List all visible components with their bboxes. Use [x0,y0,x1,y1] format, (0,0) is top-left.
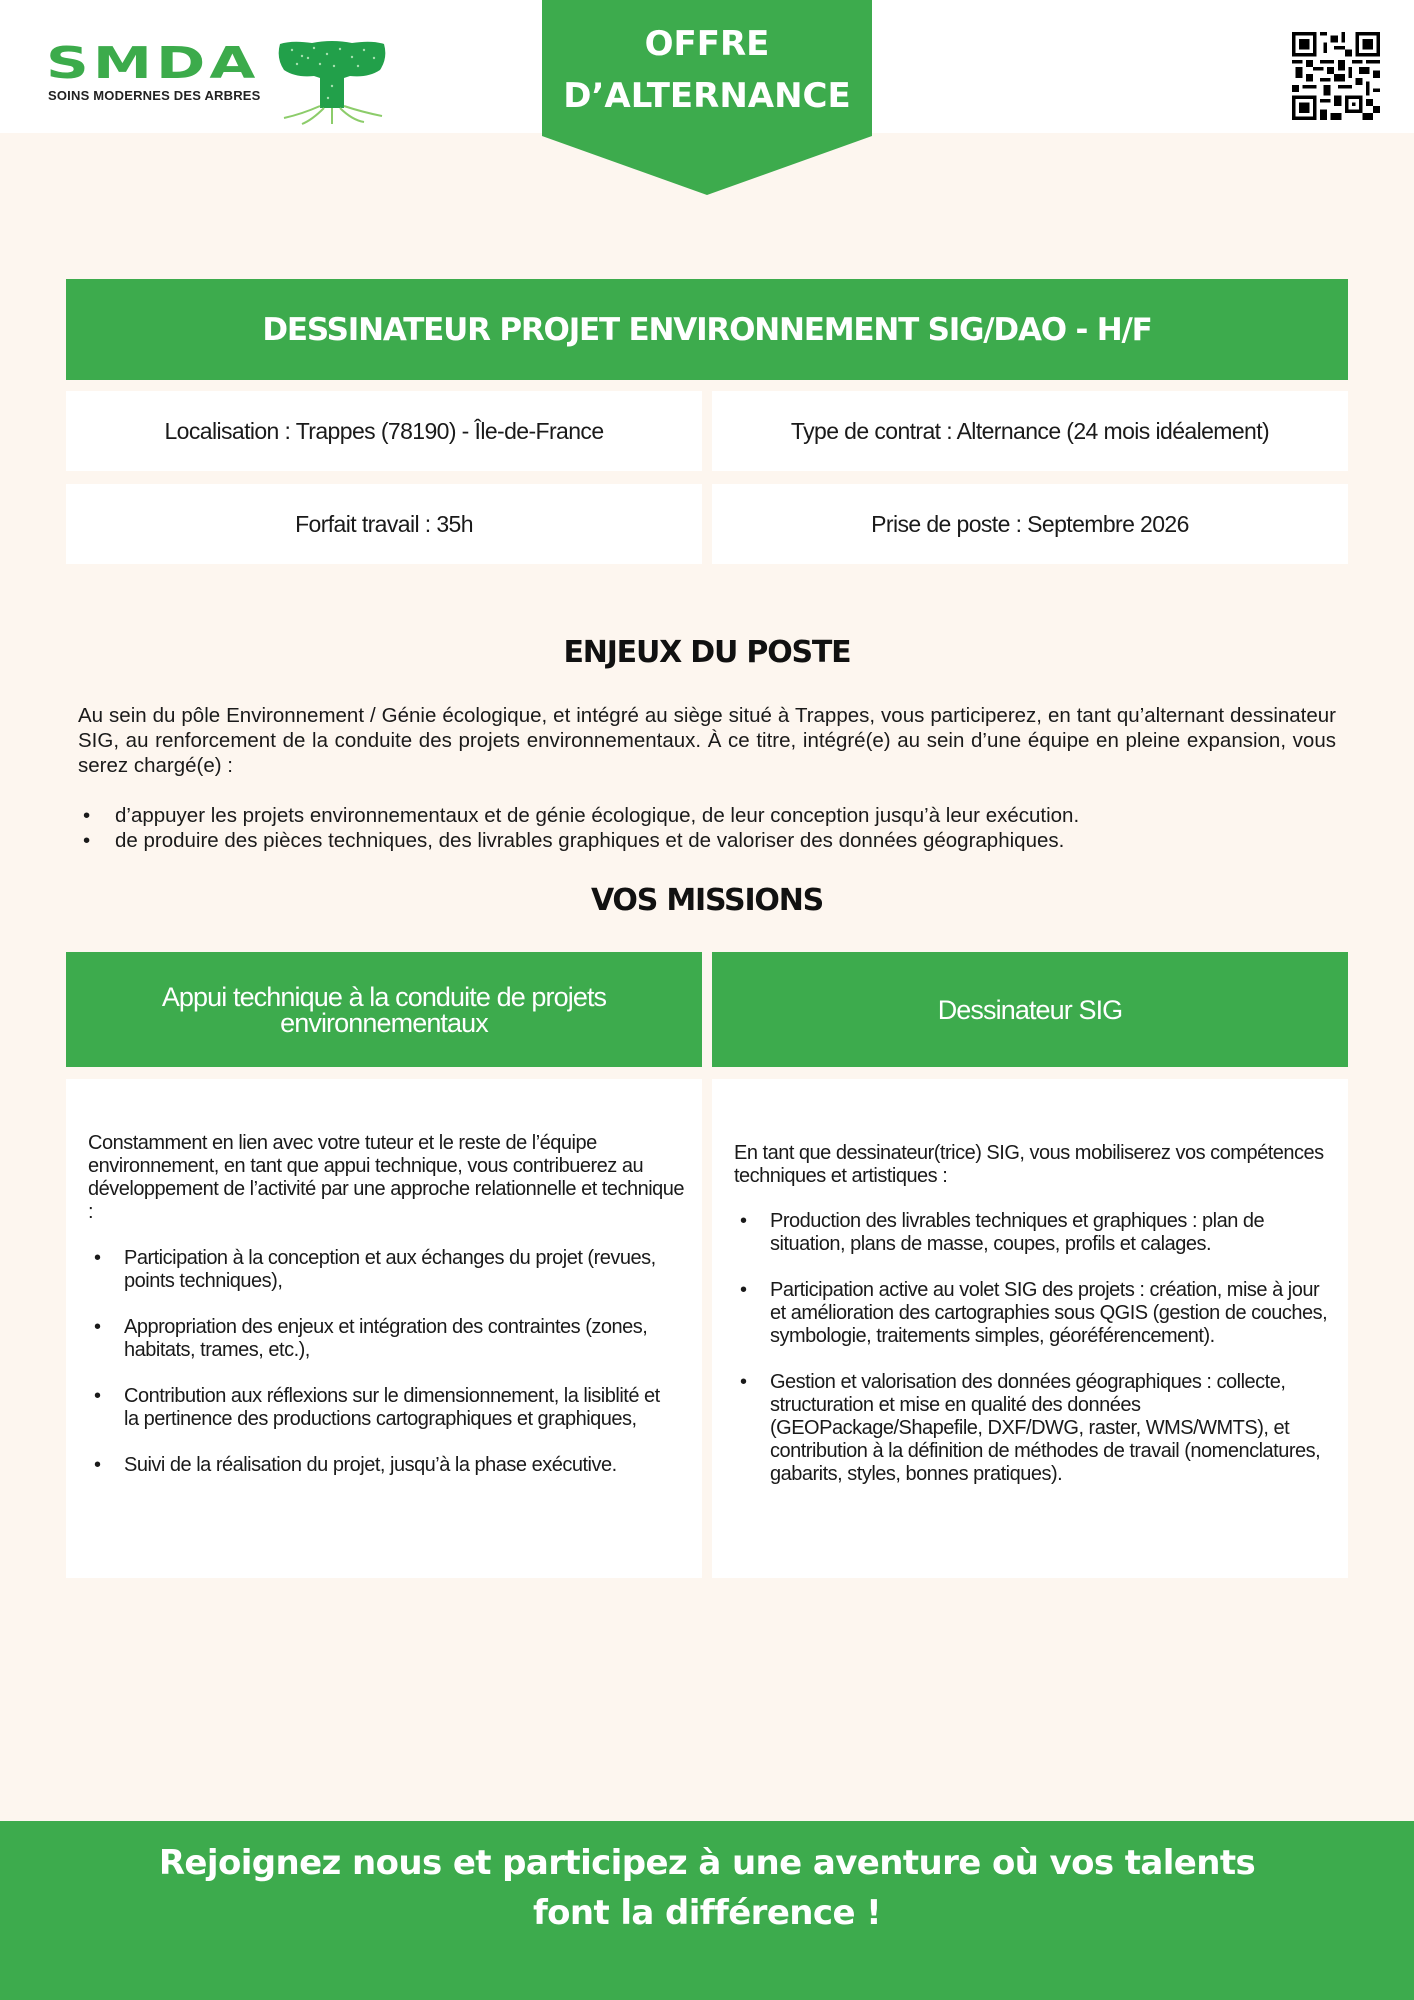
company-logo[interactable] [46,38,386,128]
enjeux-intro: Au sein du pôle Environnement / Génie écologique, et intégré au siège situé à Trappes, vous participerez, en tant qu’alternant dessinateur SIG, au renforcement de la conduite des projets environnementaux. À ce titre, intégré(e) au sein d’une équipe en pleine expansion, vous serez chargé(e) : [78,704,1336,777]
list-item: • d’appuyer les projets environnementaux et de génie écologique, de leur conception jusqu’à leur exécution. [83,804,1080,827]
footer-slogan [0,1838,1414,1938]
qr-code-icon [1292,32,1380,120]
footer-line-2: font la différence ! [532,1893,882,1933]
list-item: • Production des livrables techniques et graphiques : plan de situation, plans de masse, coupes, profils et calages. [740,1210,1265,1255]
job-title: DESSINATEUR PROJET ENVIRONNEMENT SIG/DAO - H/F [66,279,1348,380]
qr-code[interactable] [1292,32,1380,120]
info-card-hours [66,484,702,564]
bullet-icon: • [94,1454,101,1476]
banner-line-2: D’ALTERNANCE [563,76,851,116]
enjeux-list [78,803,1336,853]
mission-title-project-support: Appui technique à la conduite de projets environnementaux [66,952,702,1067]
contract-text: Type de contrat : Alternance (24 mois idéalement) [790,417,1270,444]
info-card-start [712,484,1348,564]
banner-title [542,18,872,122]
mission-list [88,1247,678,1500]
mission-title-sig-drafter: Dessinateur SIG [712,952,1348,1067]
list-item: • Appropriation des enjeux et intégration des contraintes (zones, habitats, trames, etc.), [94,1316,648,1361]
start-text: Prise de poste : Septembre 2026 [871,510,1189,537]
bullet-icon: • [94,1385,101,1407]
list-item: • Participation à la conception et aux échanges du projet (revues, points techniques), [94,1247,656,1292]
mission-intro: En tant que dessinateur(trice) SIG, vous mobiliserez vos compétences techniques et artistiques : [734,1142,1324,1187]
bullet-icon: • [94,1247,101,1269]
bullet-icon: • [83,829,91,852]
banner-line-1: OFFRE [644,24,770,64]
list-item: • de produire des pièces techniques, des livrables graphiques et de valoriser des données géographiques. [83,829,1065,852]
bullet-icon: • [83,804,91,827]
missions-heading: VOS MISSIONS [590,883,824,918]
bullet-icon: • [94,1316,101,1338]
logo-wordmark: SMDA [46,38,260,89]
footer-line-1: Rejoignez nous et participez à une aventure où vos talents [158,1843,1256,1883]
bullet-icon: • [740,1210,747,1232]
bullet-icon: • [740,1371,747,1393]
mission-list [734,1210,1334,1509]
list-item: • Gestion et valorisation des données géographiques : collecte, structuration et mise en qualité des données (GEOPackage/Shapefile, DXF/DWG, raster, WMS/WMTS), et contribution à la définition de méthodes de travail (nomenclatures, gabarits, styles, bonnes pratiques). [740,1371,1321,1485]
logo-tagline: SOINS MODERNES DES ARBRES [48,88,261,103]
mission-intro: Constamment en lien avec votre tuteur et le reste de l’équipe environnement, en tant que appui technique, vous contribuerez au développement de l’activité par une approche relationnelle et technique : [88,1132,685,1223]
footer-banner [0,1821,1414,2000]
enjeux-heading: ENJEUX DU POSTE [563,635,851,670]
list-item: • Participation active au volet SIG des projets : création, mise à jour et amélioration des cartographies sous QGIS (gestion de couches, symbologie, traitements simples, géoréférencement). [740,1279,1328,1347]
bullet-icon: • [740,1279,747,1301]
location-text: Localisation : Trappes (78190) - Île-de-France [164,417,604,444]
mission-card-sig-drafter [712,1079,1348,1578]
info-card-contract [712,391,1348,471]
mission-card-project-support [66,1079,702,1578]
tree-icon [272,38,392,126]
hours-text: Forfait travail : 35h [295,510,473,537]
info-card-location [66,391,702,471]
offer-type-banner [542,0,872,195]
list-item: • Contribution aux réflexions sur le dimensionnement, la lisiblité et la pertinence des productions cartographiques et graphiques, [94,1385,660,1430]
list-item: • Suivi de la réalisation du projet, jusqu’à la phase exécutive. [94,1454,617,1476]
